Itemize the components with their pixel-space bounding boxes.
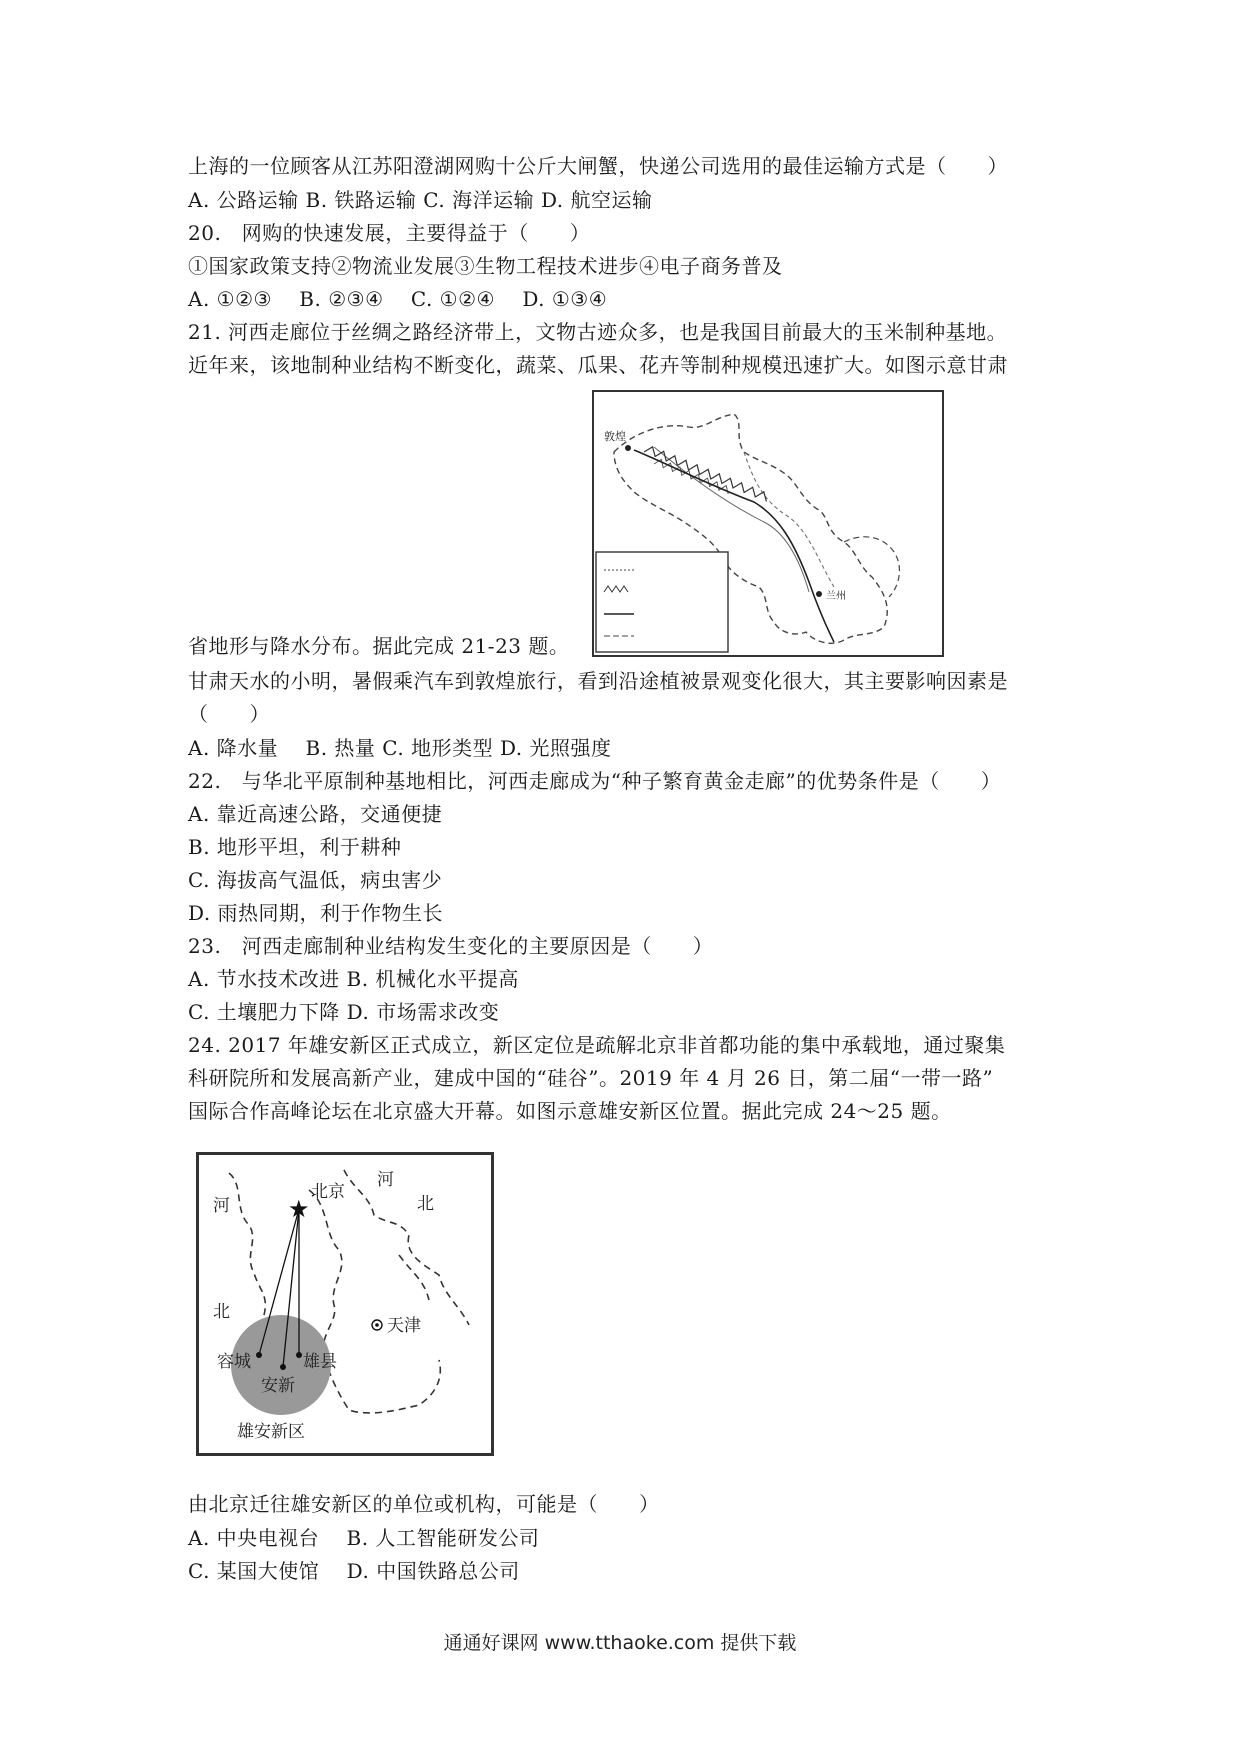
text-line: 20. 网购的快速发展，主要得益于（ ） (188, 221, 591, 245)
dunhuang-marker (625, 445, 631, 451)
text-line: C. 土壤肥力下降 D. 市场需求改变 (188, 1000, 500, 1024)
beijing-star-icon: ★ (288, 1195, 310, 1223)
map-label: 河 (213, 1196, 230, 1216)
text-line: 科研院所和发展高新产业，建成中国的“硅谷”。2019 年 4 月 26 日，第二届“一带一路” (188, 1066, 994, 1090)
text-line: A. 靠近高速公路，交通便捷 (188, 802, 443, 826)
map-label: 北 (417, 1194, 434, 1214)
map-label: 敦煌 (604, 430, 626, 443)
map-label: 雄县 (303, 1352, 337, 1372)
lanzhou-marker (816, 591, 822, 597)
text-line: 上海的一位顾客从江苏阳澄湖网购十公斤大闸蟹，快递公司选用的最佳运输方式是（ ） (188, 154, 1008, 178)
text-line: 23. 河西走廊制种业结构发生变化的主要原因是（ ） (188, 934, 714, 958)
xiongan-map (199, 1155, 491, 1453)
xiongan-map-figure (196, 1152, 494, 1456)
text-line: ①国家政策支持②物流业发展③生物工程技术进步④电子商务普及 (188, 254, 783, 278)
text-line: D. 雨热同期，利于作物生长 (188, 901, 444, 925)
map-label: 兰州 (826, 591, 846, 602)
map-label: 容城 (217, 1352, 251, 1372)
map-label: 河 (377, 1170, 394, 1190)
text-line: 由北京迁往雄安新区的单位或机构，可能是（ ） (188, 1492, 660, 1516)
map-label: 雄安新区 (237, 1422, 305, 1442)
text-line: C. 某国大使馆 D. 中国铁路总公司 (188, 1559, 520, 1583)
text-line: B. 地形平坦，利于耕种 (188, 835, 402, 859)
text-line: A. 公路运输 B. 铁路运输 C. 海洋运输 D. 航空运输 (188, 188, 653, 212)
map-label: 北京 (311, 1182, 345, 1202)
map-label: 安新 (261, 1376, 295, 1396)
text-line: 22. 与华北平原制种基地相比，河西走廊成为“种子繁育黄金走廊”的优势条件是（ ） (188, 769, 1002, 793)
text-line: A. 中央电视台 B. 人工智能研发公司 (188, 1526, 540, 1550)
map-label: 天津 (387, 1316, 421, 1336)
text-line: 近年来，该地制种业结构不断变化，蔬菜、瓜果、花卉等制种规模迅速扩大。如图示意甘肃 (188, 353, 1008, 377)
text-line: 国际合作高峰论坛在北京盛大开幕。如图示意雄安新区位置。据此完成 24～25 题。 (188, 1099, 952, 1123)
text-line: 21. 河西走廊位于丝绸之路经济带上，文物古迹众多，也是我国目前最大的玉米制种基地。 (188, 320, 1008, 344)
text-line: A. ①②③ B. ②③④ C. ①②④ D. ①③④ (188, 287, 608, 311)
gansu-map (594, 392, 942, 655)
text-line: A. 降水量 B. 热量 C. 地形类型 D. 光照强度 (188, 736, 612, 760)
page-footer: 通通好课网 www.tthaoke.com 提供下载 (443, 1632, 797, 1654)
map-label: 北 (213, 1302, 230, 1322)
text-line: 省地形与降水分布。据此完成 21-23 题。 (188, 634, 570, 658)
gansu-map-figure (592, 390, 944, 657)
text-line: 甘肃天水的小明，暑假乘汽车到敦煌旅行，看到沿途植被景观变化很大，其主要影响因素是 (188, 669, 1008, 693)
text-line: 24. 2017 年雄安新区正式成立，新区定位是疏解北京非首都功能的集中承载地，通过聚集 (188, 1033, 1006, 1057)
text-line: C. 海拔高气温低，病虫害少 (188, 868, 443, 892)
text-line: （ ） (188, 702, 270, 726)
text-line: A. 节水技术改进 B. 机械化水平提高 (188, 967, 519, 991)
